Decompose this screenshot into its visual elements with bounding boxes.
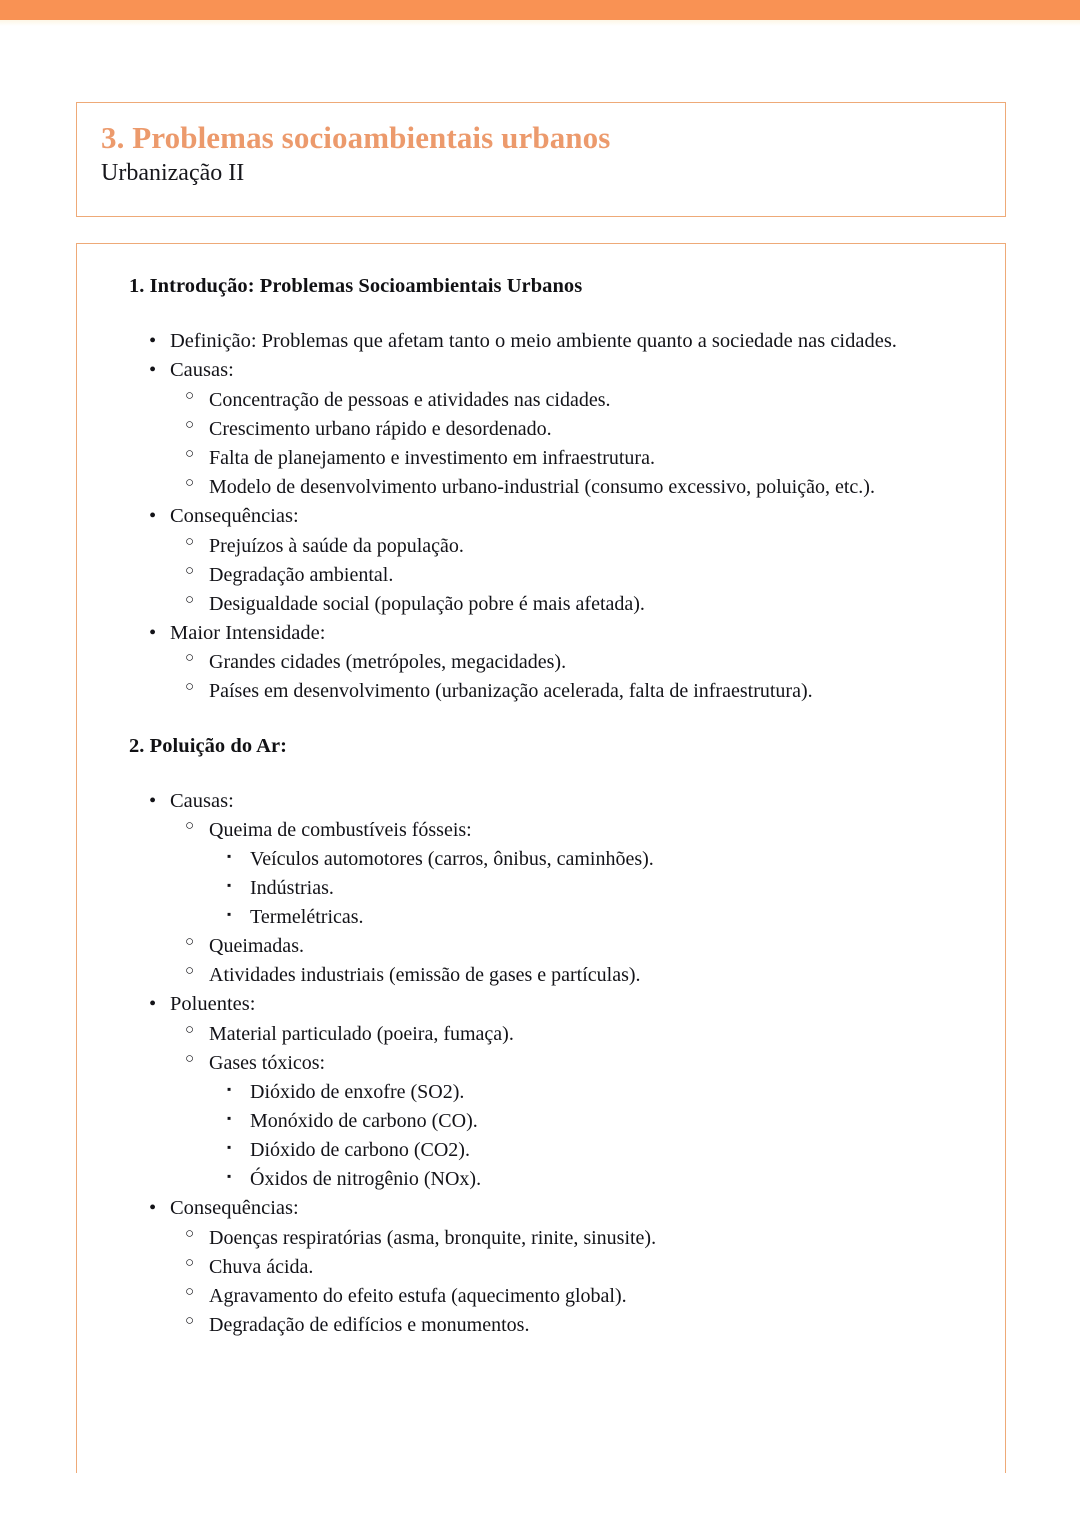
- list-item-text: Falta de planejamento e investimento em infraestrutura.: [209, 446, 655, 469]
- list-item: [209, 1137, 979, 1163]
- bullet-marker-level-3-icon: ▪: [227, 1111, 232, 1126]
- document-section: [103, 734, 979, 1338]
- list-item-text: Chuva ácida.: [209, 1255, 314, 1278]
- list-item-text: Agravamento do efeito estufa (aquecimento global).: [209, 1284, 627, 1307]
- list-item-text: Países em desenvolvimento (urbanização acelerada, falta de infraestrutura).: [209, 680, 813, 703]
- list-item: [170, 1021, 979, 1047]
- list-item-text: Atividades industriais (emissão de gases e partículas).: [209, 964, 641, 987]
- list-item: [103, 1195, 979, 1338]
- list-item: [209, 1108, 979, 1134]
- bullet-marker-level-1-icon: •: [149, 504, 157, 527]
- list-item: [209, 1166, 979, 1192]
- list-item: [103, 503, 979, 617]
- bullet-marker-level-2-icon: ○: [185, 934, 195, 951]
- list-item: [209, 904, 979, 930]
- list-item-text: Degradação de edifícios e monumentos.: [209, 1313, 530, 1336]
- bullet-marker-level-2-icon: ○: [185, 1312, 195, 1329]
- list-item: [170, 933, 979, 959]
- list-item: [170, 387, 979, 413]
- bullet-marker-level-3-icon: ▪: [227, 1169, 232, 1184]
- list-item: [103, 991, 979, 1192]
- list-item-text: Material particulado (poeira, fumaça).: [209, 1023, 514, 1046]
- bullet-marker-level-2-icon: ○: [185, 591, 195, 608]
- list-item: [170, 445, 979, 471]
- list-item: [103, 328, 979, 355]
- list-item-text: Causas:: [170, 789, 234, 812]
- bullet-marker-level-3-icon: ▪: [227, 1140, 232, 1155]
- list-item: [170, 1254, 979, 1280]
- list-item: [170, 474, 979, 500]
- list-item: [170, 591, 979, 617]
- bullet-marker-level-1-icon: •: [149, 993, 157, 1016]
- list-item-text: Doenças respiratórias (asma, bronquite, rinite, sinusite).: [209, 1226, 657, 1249]
- list-item: [170, 533, 979, 559]
- list-item-text: Modelo de desenvolvimento urbano-industrial (consumo excessivo, poluição, etc.).: [209, 475, 875, 498]
- page-title: 3. Problemas socioambientais urbanos: [101, 120, 611, 155]
- list-item-text: Dióxido de carbono (CO2).: [250, 1139, 470, 1162]
- list-item: [170, 1225, 979, 1251]
- document-page: [0, 26, 1080, 1473]
- top-decorative-bar: [0, 0, 1080, 20]
- bullet-marker-level-2-icon: ○: [185, 1022, 195, 1039]
- bullet-list-level-2: [170, 533, 979, 617]
- list-item: [209, 846, 979, 872]
- list-item-text: Consequências:: [170, 1197, 299, 1220]
- list-item: [170, 817, 979, 930]
- bullet-list-level-3: [209, 1079, 979, 1192]
- list-item-text: Maior Intensidade:: [170, 621, 326, 644]
- bullet-list-level-2: [170, 1021, 979, 1192]
- list-item-text: Poluentes:: [170, 993, 256, 1016]
- list-item-text: Consequências:: [170, 504, 299, 527]
- list-item-text: Definição: Problemas que afetam tanto o meio ambiente quanto a sociedade nas cidades.: [170, 329, 897, 352]
- list-item-text: Crescimento urbano rápido e desordenado.: [209, 417, 552, 440]
- bullet-marker-level-2-icon: ○: [185, 679, 195, 696]
- bullet-marker-level-2-icon: ○: [185, 387, 195, 404]
- bullet-marker-level-2-icon: ○: [185, 963, 195, 980]
- list-item-text: Queimadas.: [209, 935, 304, 958]
- bullet-marker-level-1-icon: •: [149, 359, 157, 382]
- list-item: [170, 962, 979, 988]
- list-item-text: Desigualdade social (população pobre é mais afetada).: [209, 592, 645, 615]
- bullet-list-level-1: [103, 788, 979, 1338]
- list-item-text: Concentração de pessoas e atividades nas cidades.: [209, 388, 611, 411]
- bullet-marker-level-2-icon: ○: [185, 533, 195, 550]
- bullet-marker-level-2-icon: ○: [185, 1283, 195, 1300]
- sections-container: [103, 274, 979, 1338]
- bullet-marker-level-2-icon: ○: [185, 1051, 195, 1068]
- document-header-box: [76, 102, 1006, 217]
- page-subtitle: Urbanização II: [101, 159, 245, 186]
- bullet-marker-level-2-icon: ○: [185, 1254, 195, 1271]
- bullet-marker-level-2-icon: ○: [185, 650, 195, 667]
- document-content-box: [76, 243, 1006, 1473]
- bullet-marker-level-1-icon: •: [149, 621, 157, 644]
- list-item-text: Indústrias.: [250, 877, 334, 900]
- bullet-marker-level-1-icon: •: [149, 1197, 157, 1220]
- bullet-marker-level-2-icon: ○: [185, 416, 195, 433]
- bullet-list-level-2: [170, 649, 979, 704]
- list-item: [103, 357, 979, 500]
- list-item-text: Causas:: [170, 359, 234, 382]
- list-item-text: Gases tóxicos:: [209, 1052, 326, 1075]
- bullet-marker-level-1-icon: •: [149, 329, 157, 352]
- bullet-marker-level-1-icon: •: [149, 789, 157, 812]
- section-heading: 1. Introdução: Problemas Socioambientais Urbanos: [129, 275, 583, 297]
- list-item-text: Grandes cidades (metrópoles, megacidades).: [209, 651, 567, 674]
- bullet-list-level-2: [170, 387, 979, 500]
- list-item: [170, 1312, 979, 1338]
- list-item: [170, 1050, 979, 1192]
- section-heading: 2. Poluição do Ar:: [129, 735, 288, 758]
- list-item: [103, 788, 979, 989]
- list-item: [170, 416, 979, 442]
- bullet-list-level-2: [170, 817, 979, 988]
- list-item-text: Monóxido de carbono (CO).: [250, 1110, 478, 1133]
- bullet-marker-level-2-icon: ○: [185, 818, 195, 835]
- bullet-list-level-3: [209, 846, 979, 930]
- list-item-text: Óxidos de nitrogênio (NOx).: [250, 1168, 482, 1191]
- list-item: [209, 1079, 979, 1105]
- list-item-text: Veículos automotores (carros, ônibus, caminhões).: [250, 848, 654, 871]
- list-item-text: Queima de combustíveis fósseis:: [209, 819, 472, 842]
- bullet-list-level-2: [170, 1225, 979, 1338]
- bullet-marker-level-3-icon: ▪: [227, 907, 232, 922]
- bullet-marker-level-2-icon: ○: [185, 474, 195, 491]
- list-item: [170, 1283, 979, 1309]
- list-item: [209, 875, 979, 901]
- list-item-text: Termelétricas.: [250, 906, 364, 929]
- bullet-marker-level-3-icon: ▪: [227, 1082, 232, 1097]
- list-item-text: Dióxido de enxofre (SO2).: [250, 1081, 465, 1104]
- bullet-marker-level-2-icon: ○: [185, 562, 195, 579]
- bullet-marker-level-2-icon: ○: [185, 1225, 195, 1242]
- bullet-marker-level-3-icon: ▪: [227, 849, 232, 864]
- document-section: [103, 274, 979, 704]
- bullet-list-level-1: [103, 328, 979, 705]
- list-item-text: Degradação ambiental.: [209, 563, 394, 586]
- list-item: [170, 649, 979, 675]
- list-item-text: Prejuízos à saúde da população.: [209, 534, 464, 557]
- list-item: [170, 678, 979, 704]
- list-item: [103, 620, 979, 705]
- list-item: [170, 562, 979, 588]
- bullet-marker-level-2-icon: ○: [185, 445, 195, 462]
- bullet-marker-level-3-icon: ▪: [227, 878, 232, 893]
